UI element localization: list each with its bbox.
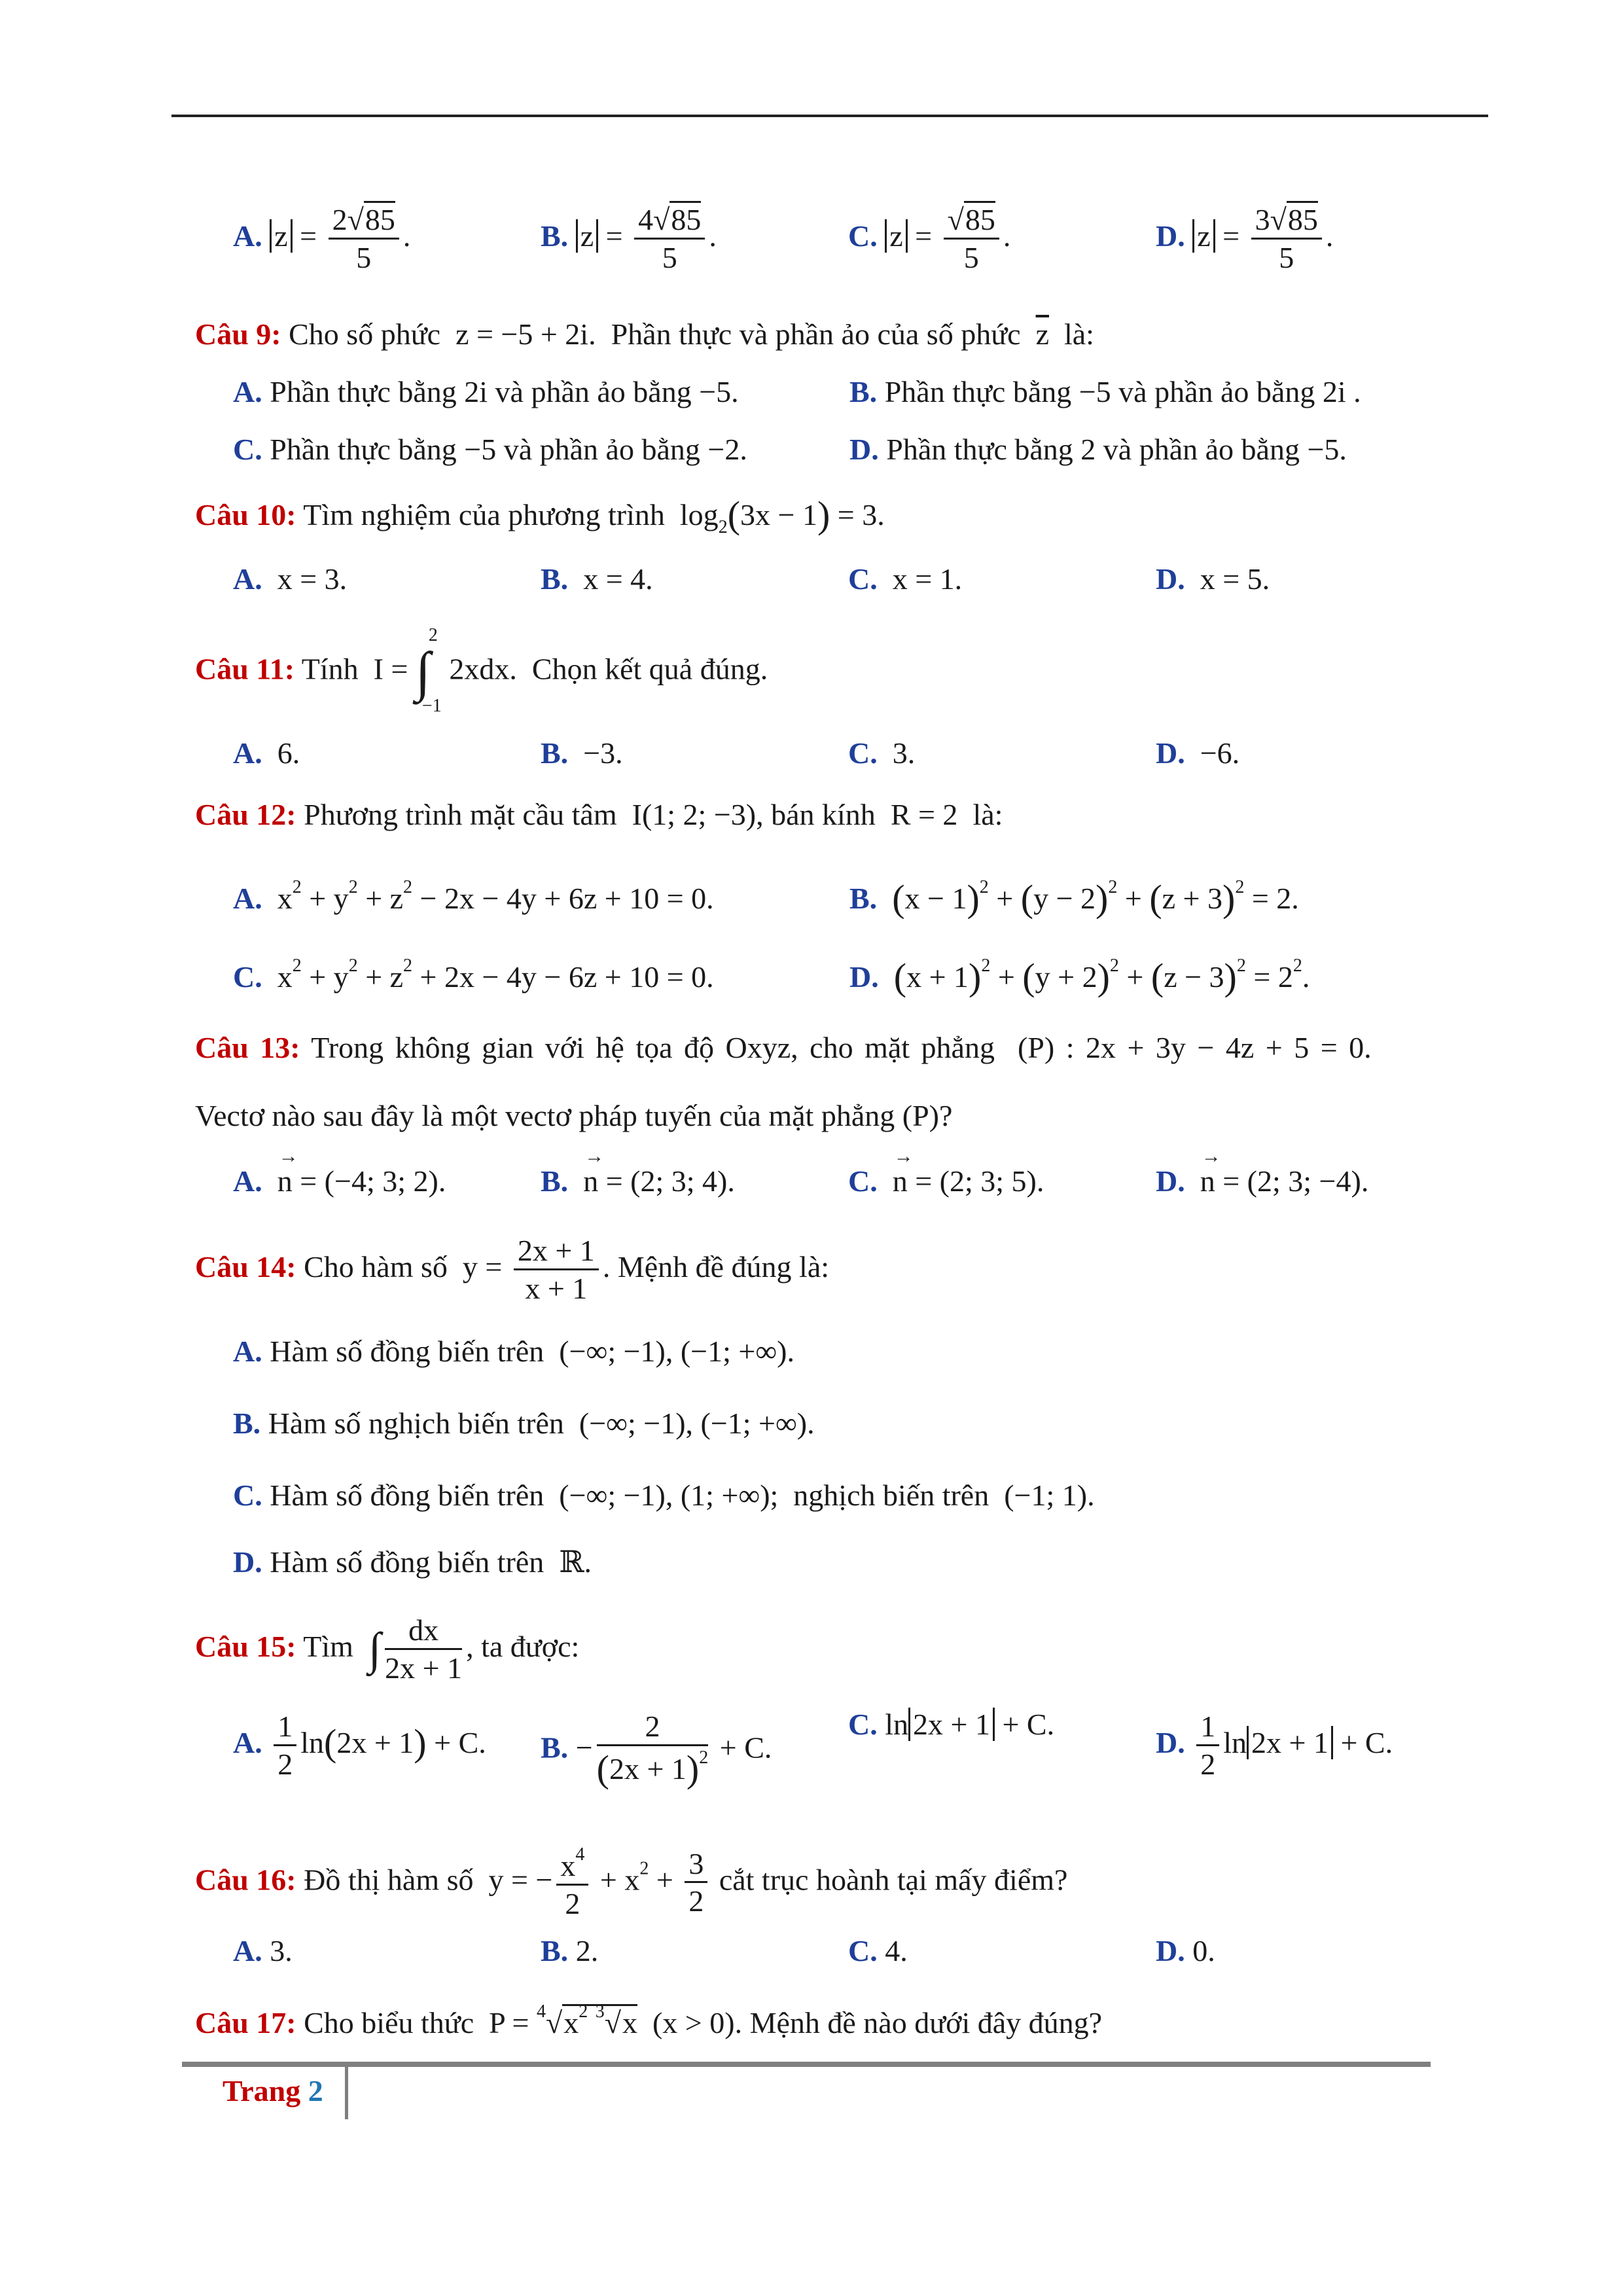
q9-option-c[interactable]: C. Phần thực bằng −5 và phần ảo bằng −2. [233,433,747,466]
q13-option-d[interactable]: D. → n = (2; 3; −4). [1156,1166,1368,1196]
q10-option-c[interactable]: C. x = 1. [848,562,963,596]
q9-option-b[interactable]: B. Phần thực bằng −5 và phần ảo bằng 2i . [849,375,1361,408]
q9-option-a[interactable]: A. Phần thực bằng 2i và phần ảo bằng −5. [233,375,739,408]
q12-option-c[interactable]: C. $x^2 + y^2 + z^2 + 2x - 4y - 6z + 10 = 0$. [233,956,714,994]
q16-option-b[interactable]: B. 2. [541,1934,599,1967]
q15-option-c[interactable]: C. ln 2x + 1 + C. [848,1708,1055,1741]
q13-option-a[interactable]: A. → n = (−4; 3; 2). [233,1166,446,1196]
q16-option-a[interactable]: A. 3. [233,1934,293,1967]
q14-stem: Câu 14: Cho hàm số y = $\frac{2x + 1}{x + 1}$ . Mệnh đề đúng là: [195,1234,830,1305]
q12-option-d[interactable]: D. $(x + 1)^2 + (y + 2)^2 + (z - 3)^2 = 2^2$. [849,956,1310,998]
q9-option-d[interactable]: D. Phần thực bằng 2 và phần ảo bằng −5. [849,433,1347,466]
q16-option-c[interactable]: C. 4. [848,1934,908,1967]
q13-stem-line2: Vectơ nào sau đây là một vectơ pháp tuyến của mặt phẳng (P)? [195,1099,953,1132]
q11-option-b[interactable]: B. −3. [541,736,623,770]
q13-option-c[interactable]: C. → n = (2; 3; 5). [848,1166,1044,1196]
q15-option-a[interactable]: A. $\frac{1}{2}$ ln(2x + 1) + C. [233,1710,486,1781]
q11-stem: Câu 11: Tính I = ∫ 2 −1 2xdx. Chọn kết quả đúng. [195,625,768,716]
q8-option-c[interactable]: C. z = $\frac{√85}{5}$ . [848,203,1010,276]
footer-divider [345,2067,348,2119]
q14-option-b[interactable]: B. Hàm số nghịch biến trên (−∞; −1), (−1; +∞). [233,1407,815,1440]
q10-option-a[interactable]: A. x = 3. [233,562,348,596]
q10-option-b[interactable]: B. x = 4. [541,562,653,596]
integral-sign: ∫ 2 −1 [415,625,442,716]
q15-option-d[interactable]: D. $\frac{1}{2}$ ln 2x + 1 + C. [1156,1710,1393,1781]
page-number: Trang 2 [223,2074,323,2108]
q17-stem: Câu 17: Cho biểu thức $P = ^4√x^2$ $^3$√x (x > 0). Mệnh đề nào dưới đây đúng? [195,2001,1103,2039]
q11-option-c[interactable]: C. 3. [848,736,916,770]
q8-option-a[interactable]: A. z = $\frac{2√85}{5}$ . [233,203,410,276]
q10-stem: Câu 10: Tìm nghiệm của phương trình $\log_2(3x - 1) = 3$. [195,493,885,537]
q10-option-d[interactable]: D. x = 5. [1156,562,1270,596]
header-rule [171,115,1488,117]
q12-option-a[interactable]: A. $x^2 + y^2 + z^2 - 2x - 4y + 6z + 10 = 0$. [233,877,714,915]
q8-option-b[interactable]: B. z = $\frac{4√85}{5}$ . [541,203,717,276]
q13-option-b[interactable]: B. → n = (2; 3; 4). [541,1166,735,1196]
q16-stem: Câu 16: Đồ thị hàm số y = − $\frac{x^4}{2}$ + $x^2$ + $\frac{3}{2}$ cắt trục hoành tại mấy điểm? [195,1844,1068,1920]
footer-rule [182,2062,1431,2067]
q13-stem: Câu 13: Trong không gian với hệ tọa độ Oxyz, cho mặt phẳng (P) : 2x + 3y − 4z + 5 = 0. [195,1031,1372,1064]
q15-option-b[interactable]: B. − $\frac{2}{(2x + 1)^2}$ + C. [541,1710,772,1790]
q8-option-d[interactable]: D. z = $\frac{3√85}{5}$ . [1156,203,1333,276]
q16-option-d[interactable]: D. 0. [1156,1934,1215,1967]
q11-option-d[interactable]: D. −6. [1156,736,1240,770]
q12-option-b[interactable]: B. $(x - 1)^2 + (y - 2)^2 + (z + 3)^2 = 2$. [849,877,1299,920]
q14-option-d[interactable]: D. Hàm số đồng biến trên ℝ. [233,1545,592,1579]
q12-stem: Câu 12: Phương trình mặt cầu tâm I(1; 2; −3), bán kính R = 2 là: [195,798,1003,831]
q14-option-a[interactable]: A. Hàm số đồng biến trên (−∞; −1), (−1; +∞). [233,1335,794,1368]
q14-option-c[interactable]: C. Hàm số đồng biến trên (−∞; −1), (1; +∞); nghịch biến trên (−1; 1). [233,1479,1095,1512]
q9-stem: Câu 9: Cho số phức z = −5 + 2i. Phần thực và phần ảo của số phức $\overline{z}$ là: [195,317,1094,351]
q11-option-a[interactable]: A. 6. [233,736,300,770]
q15-stem: Câu 15: Tìm ∫ $\frac{dx}{2x + 1}$ , ta được: [195,1613,580,1685]
